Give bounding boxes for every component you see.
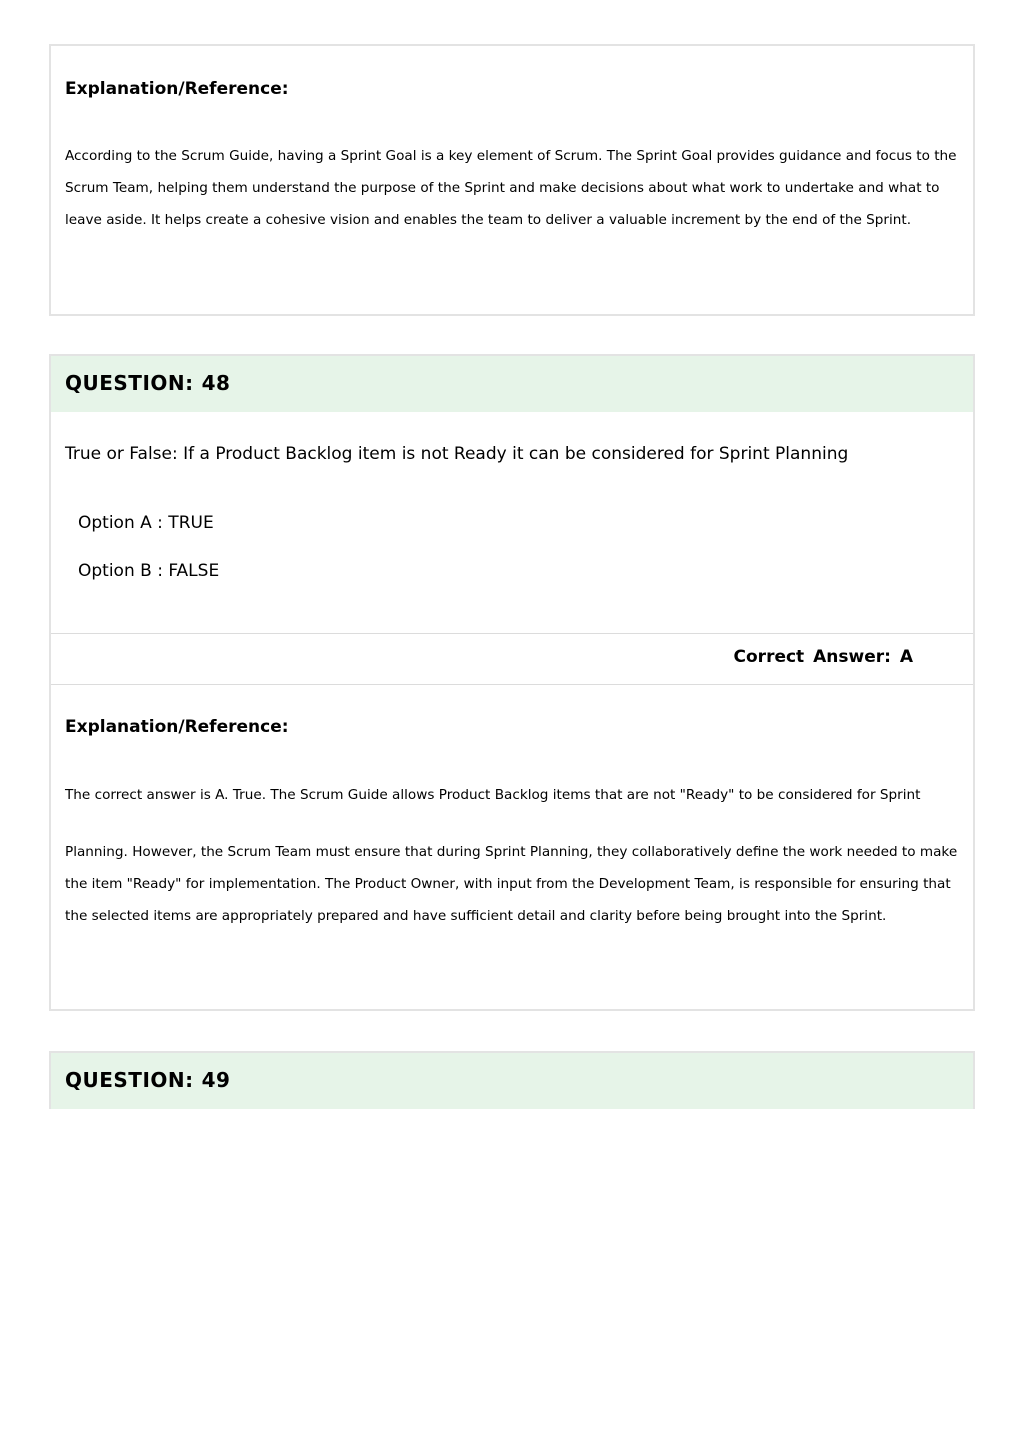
question-header xyxy=(51,356,973,412)
question-title xyxy=(65,371,230,395)
question-title xyxy=(65,1068,230,1092)
explanation-text-line1: The correct answer is A. True. The Scrum Guide allows Product Backlog items that are not "Ready" to be considered for Sprint xyxy=(65,787,921,803)
divider xyxy=(51,633,973,634)
question-number: 48 xyxy=(201,371,231,395)
question-card-48 xyxy=(49,354,975,1011)
explanation-title: Explanation/Reference: xyxy=(65,717,289,737)
correct-answer-label: Correct Answer: xyxy=(733,647,891,667)
explanation-text: Planning. However, the Scrum Team must ensure that during Sprint Planning, they collaboratively define the work needed to make the item "Ready" for implementation. The Product Owner, with input from the Development Team, is responsible for ensuring that the selected items are appropriately prepared and have sufficient detail and clarity before being brought into the Sprint. xyxy=(65,844,958,924)
question-number: 49 xyxy=(201,1068,231,1092)
question-text: True or False: If a Product Backlog item is not Ready it can be considered for Sprint Planning xyxy=(65,444,849,464)
previous-explanation-card xyxy=(49,44,975,316)
correct-answer-value: A xyxy=(899,647,913,667)
question-card-49 xyxy=(49,1051,975,1109)
option-b: Option B : FALSE xyxy=(78,561,220,581)
option-a: Option A : TRUE xyxy=(78,513,214,533)
explanation-title: Explanation/Reference: xyxy=(65,79,289,99)
question-label: QUESTION: xyxy=(65,1068,194,1092)
explanation-text: According to the Scrum Guide, having a Sprint Goal is a key element of Scrum. The Sprint Goal provides guidance and focus to the Scrum Team, helping them understand the purpose of the Sprint and make decisions about what work to undertake and what to leave aside. It helps create a cohesive vision and enables the team to deliver a valuable increment by the end of the Sprint. xyxy=(65,148,957,228)
correct-answer xyxy=(734,647,913,667)
question-label: QUESTION: xyxy=(65,371,194,395)
divider xyxy=(51,684,973,685)
question-header xyxy=(51,1053,973,1109)
